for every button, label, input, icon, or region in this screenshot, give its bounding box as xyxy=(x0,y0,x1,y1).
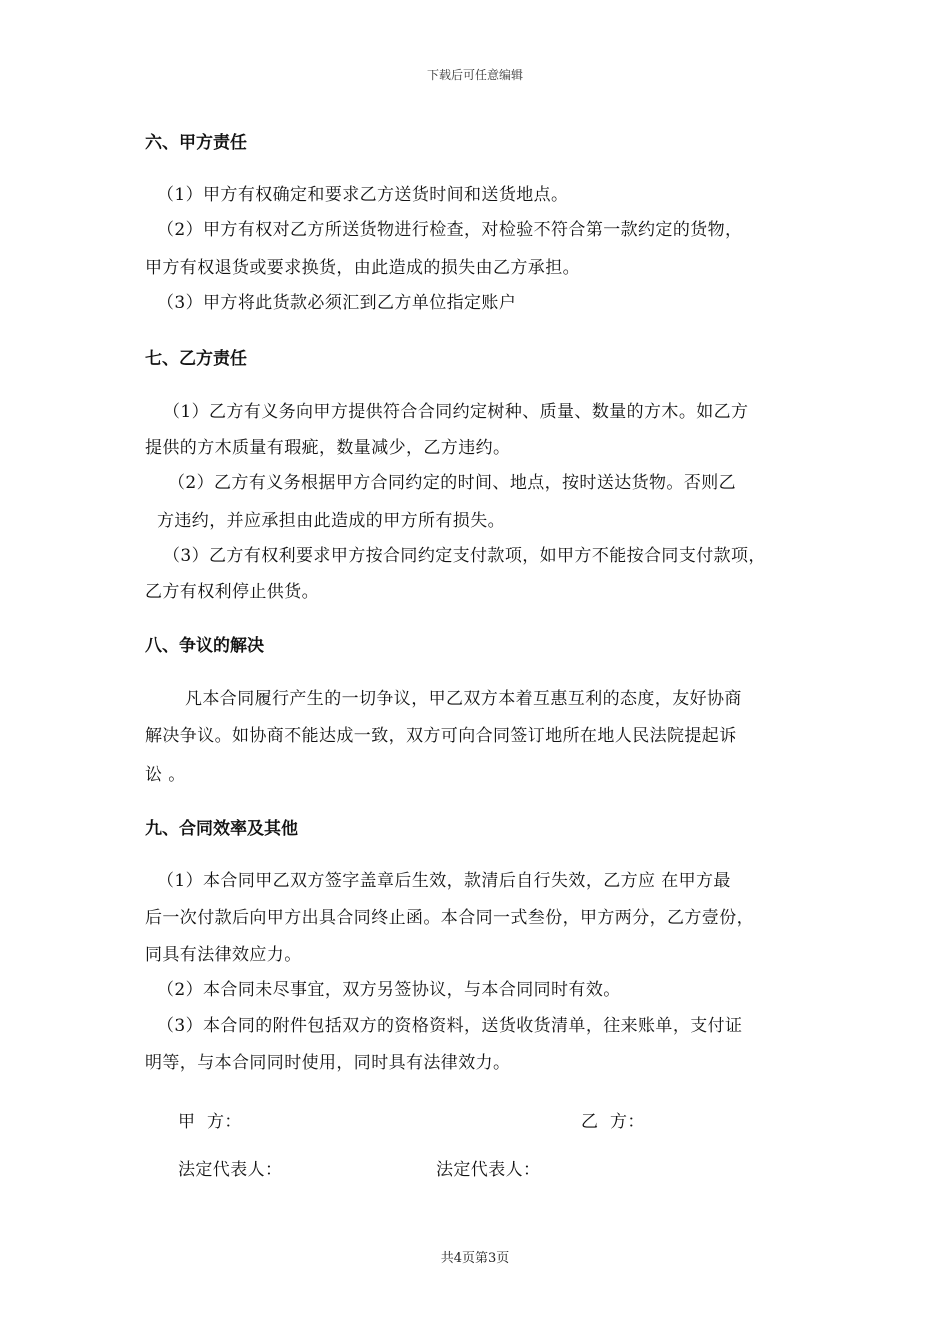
paragraph-line: 乙方有权利停止供货。 xyxy=(145,582,319,602)
paragraph-line: （2）本合同未尽事宜，双方另签协议，与本合同同时有效。 xyxy=(157,980,621,1000)
party-a-representative-label: 法定代表人： xyxy=(178,1160,283,1180)
paragraph-line: 方违约，并应承担由此造成的甲方所有损失。 xyxy=(157,511,505,531)
paragraph-line: （1）本合同甲乙双方签字盖章后生效，款清后自行失效，乙方应 在甲方最 xyxy=(157,871,731,891)
section-title-8: 八、争议的解决 xyxy=(145,636,264,656)
section-title-7: 七、乙方责任 xyxy=(145,349,247,369)
party-b-representative-label: 法定代表人： xyxy=(436,1160,541,1180)
paragraph-line: 凡本合同履行产生的一切争议，甲乙双方本着互惠互利的态度，友好协商 xyxy=(185,689,742,709)
party-b-label: 乙 方： xyxy=(581,1112,645,1132)
paragraph-line: 后一次付款后向甲方出具合同终止函。本合同一式叁份，甲方两分，乙方壹份， xyxy=(145,908,754,928)
paragraph-line: （3）甲方将此货款必须汇到乙方单位指定账户 xyxy=(157,293,517,313)
section-title-9: 九、合同效率及其他 xyxy=(145,819,298,839)
paragraph-line: 甲方有权退货或要求换货，由此造成的损失由乙方承担。 xyxy=(145,258,580,278)
paragraph-line: 提供的方木质量有瑕疵，数量减少，乙方违约。 xyxy=(145,438,511,458)
paragraph-line: 同具有法律效应力。 xyxy=(145,945,302,965)
paragraph-line: （1）甲方有权确定和要求乙方送货时间和送货地点。 xyxy=(157,185,569,205)
section-title-6: 六、甲方责任 xyxy=(145,133,247,153)
paragraph-line: （2）乙方有义务根据甲方合同约定的时间、地点，按时送达货物。否则乙 xyxy=(168,473,737,493)
paragraph-line: （3）乙方有权利要求甲方按合同约定支付款项，如甲方不能按合同支付款项， xyxy=(163,546,766,566)
paragraph-line: （2）甲方有权对乙方所送货物进行检查，对检验不符合第一款约定的货物， xyxy=(157,220,743,240)
paragraph-line: （3）本合同的附件包括双方的资格资料，送货收货清单，往来账单，支付证 xyxy=(157,1016,743,1036)
page-footer: 共4页第3页 xyxy=(440,1251,510,1266)
paragraph-line: （1）乙方有义务向甲方提供符合合同约定树种、质量、数量的方木。如乙方 xyxy=(163,402,749,422)
paragraph-line: 解决争议。如协商不能达成一致，双方可向合同签订地所在地人民法院提起诉 xyxy=(145,726,737,746)
party-a-label: 甲 方： xyxy=(178,1112,242,1132)
paragraph-line: 明等，与本合同同时使用，同时具有法律效力。 xyxy=(145,1053,511,1073)
page-header: 下载后可任意编辑 xyxy=(426,68,523,82)
paragraph-line: 讼 。 xyxy=(145,765,186,785)
